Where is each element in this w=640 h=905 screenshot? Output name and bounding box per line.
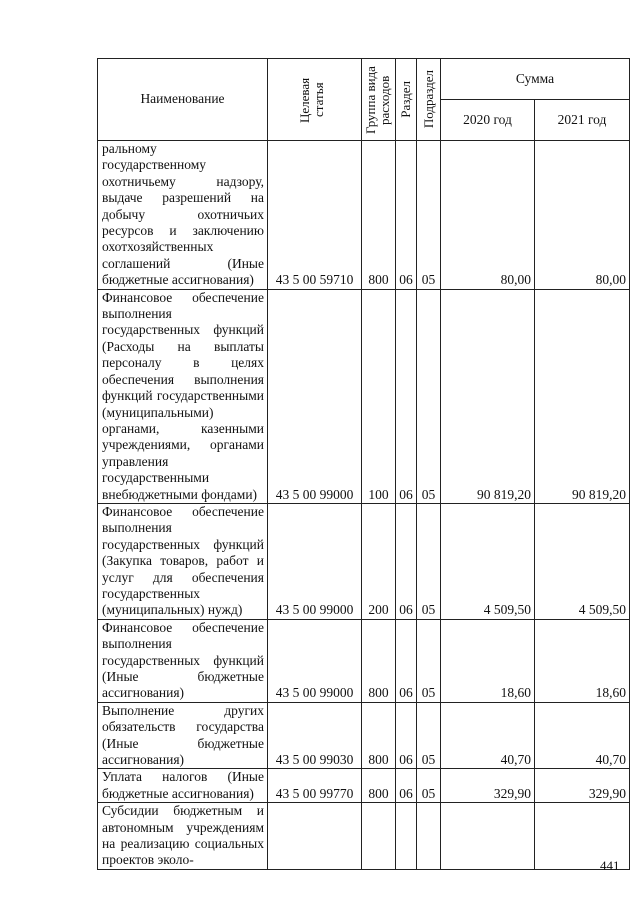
row-code: 43 5 00 99000	[268, 503, 362, 619]
row-subsection	[417, 803, 441, 870]
header-subsection-label: Подраздел	[420, 70, 436, 129]
row-code: 43 5 00 99030	[268, 702, 362, 769]
table-row	[98, 702, 630, 769]
header-year-2020	[441, 100, 535, 141]
row-group: 200	[362, 503, 396, 619]
row-section: 06	[396, 141, 417, 290]
row-subsection: 05	[417, 141, 441, 290]
table-row	[98, 619, 630, 702]
row-amount-2020: 40,70	[441, 702, 535, 769]
header-year-2020-label: 2020 год	[463, 111, 512, 127]
row-section: 06	[396, 769, 417, 803]
row-name: ральному государственному охотничьему надзору, выдаче разрешений на добычу охотничьих ресурсов и заключению охотхозяйственных соглашений (Иные бюджетные ассигнования)	[98, 141, 268, 290]
table-row	[98, 769, 630, 803]
row-amount-2020: 18,60	[441, 619, 535, 702]
header-expense-group-label: Группа вида расходов	[362, 65, 392, 134]
row-name: Финансовое обеспечение выполнения государственных функций (Иные бюджетные ассигнования)	[98, 619, 268, 702]
row-name: Уплата налогов (Иные бюджетные ассигнования)	[98, 769, 268, 803]
row-section: 06	[396, 702, 417, 769]
table-row	[98, 803, 630, 870]
table-row	[98, 141, 630, 290]
header-subsection	[417, 59, 441, 141]
header-sum-label: Сумма	[515, 70, 555, 86]
row-section: 06	[396, 503, 417, 619]
header-name-label: Наименование	[140, 91, 225, 107]
header-target-article	[268, 59, 362, 141]
row-code	[268, 803, 362, 870]
row-subsection: 05	[417, 702, 441, 769]
row-group: 800	[362, 702, 396, 769]
table-row	[98, 503, 630, 619]
row-section	[396, 803, 417, 870]
header-section-label: Раздел	[398, 81, 413, 118]
row-section: 06	[396, 619, 417, 702]
row-name: Финансовое обеспечение выполнения государственных функций (Закупка товаров, работ и услуг для обеспечения государственных (муниципальных) нужд)	[98, 503, 268, 619]
row-subsection: 05	[417, 619, 441, 702]
row-amount-2021: 90 819,20	[535, 289, 630, 503]
header-expense-group	[362, 59, 396, 141]
row-code: 43 5 00 99000	[268, 619, 362, 702]
row-subsection: 05	[417, 289, 441, 503]
row-amount-2020: 4 509,50	[441, 503, 535, 619]
header-name	[98, 59, 268, 141]
row-code: 43 5 00 59710	[268, 141, 362, 290]
header-sum	[441, 59, 630, 100]
page-number: 441	[600, 858, 620, 873]
row-code: 43 5 00 99000	[268, 289, 362, 503]
row-amount-2020	[441, 803, 535, 870]
row-amount-2021: 18,60	[535, 619, 630, 702]
row-name: Субсидии бюджетным и автономным учреждениям на реализацию социальных проектов эколо-	[98, 803, 268, 870]
row-group: 800	[362, 769, 396, 803]
row-subsection: 05	[417, 503, 441, 619]
row-amount-2021: 80,00	[535, 141, 630, 290]
row-amount-2020: 90 819,20	[441, 289, 535, 503]
row-amount-2020: 80,00	[441, 141, 535, 290]
budget-table	[97, 58, 630, 870]
row-group	[362, 803, 396, 870]
header-year-2021	[535, 100, 630, 141]
header-year-2021-label: 2021 год	[557, 111, 607, 127]
row-name: Выполнение других обязательств государства (Иные бюджетные ассигнования)	[98, 702, 268, 769]
row-group: 800	[362, 619, 396, 702]
row-amount-2020: 329,90	[441, 769, 535, 803]
row-group: 800	[362, 141, 396, 290]
header-section	[396, 59, 417, 141]
table-row	[98, 289, 630, 503]
row-amount-2021: 4 509,50	[535, 503, 630, 619]
row-section: 06	[396, 289, 417, 503]
row-amount-2021: 329,90	[535, 769, 630, 803]
row-group: 100	[362, 289, 396, 503]
header-target-article-label: Целевая статья	[296, 76, 326, 123]
row-subsection: 05	[417, 769, 441, 803]
row-name: Финансовое обеспечение выполнения государственных функций (Расходы на выплаты персоналу в целях обеспечения выполнения функций государственными (муниципальными) органами, казенными учреждениями, органами управления государственными внебюджетными фондами)	[98, 289, 268, 503]
row-code: 43 5 00 99770	[268, 769, 362, 803]
row-amount-2021: 40,70	[535, 702, 630, 769]
